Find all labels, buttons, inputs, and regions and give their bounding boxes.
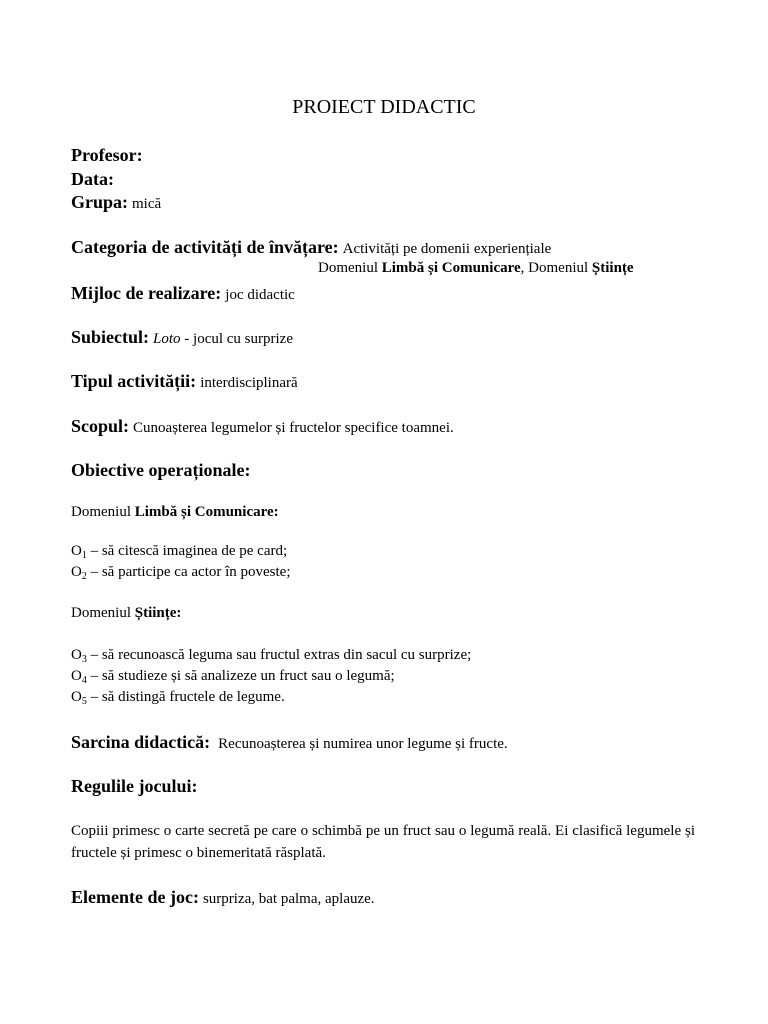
mijloc-value: joc didactic	[225, 287, 295, 303]
objective-letter: O	[71, 564, 82, 580]
categoria-domain-sep: , Domeniul	[520, 260, 592, 276]
grupa-line	[71, 193, 161, 212]
objective-index: 3	[81, 654, 87, 665]
regulile-heading: Regulile jocului:	[71, 776, 198, 796]
domain2-heading	[71, 606, 181, 621]
categoria-line	[71, 238, 551, 257]
objective-index: 5	[81, 696, 87, 707]
grupa-value: mică	[132, 196, 162, 212]
sarcina-value: Recunoașterea și numirea unor legume și fructe.	[218, 736, 508, 752]
categoria-domain-limba: Limbă și Comunicare	[381, 260, 521, 276]
categoria-domains-line	[318, 261, 634, 276]
domain2-prefix: Domeniul	[71, 605, 135, 621]
tipul-label: Tipul activității:	[71, 371, 197, 391]
categoria-label: Categoria de activități de învățare:	[71, 237, 339, 257]
objective-o2	[71, 565, 291, 580]
tipul-line	[71, 372, 298, 391]
scopul-value: Cunoașterea legumelor și fructelor specifice toamnei.	[133, 420, 454, 436]
objective-o1	[71, 544, 287, 559]
profesor-label: Profesor:	[71, 145, 143, 165]
scopul-label: Scopul:	[71, 416, 130, 436]
scopul-line	[71, 417, 454, 436]
elemente-label: Elemente de joc:	[71, 887, 199, 907]
subiectul-value-italic: Loto	[153, 331, 181, 347]
document-title: PROIECT DIDACTIC	[292, 96, 476, 118]
objective-letter: O	[71, 543, 82, 559]
objective-text: – să recunoască leguma sau fructul extras din sacul cu surprize;	[86, 647, 472, 663]
objective-letter: O	[71, 647, 82, 663]
objective-letter: O	[71, 689, 82, 705]
objective-index: 2	[81, 571, 87, 582]
objective-text: – să studieze și să analizeze un fruct sau o legumă;	[86, 668, 395, 684]
objective-index: 1	[81, 550, 87, 561]
tipul-value: interdisciplinară	[200, 375, 298, 391]
sarcina-line	[71, 733, 508, 752]
objective-text: – să distingă fructele de legume.	[86, 689, 285, 705]
grupa-label: Grupa:	[71, 192, 129, 212]
regulile-paragraph: Copiii primesc o carte secretă pe care o schimbă pe un fruct sau o legumă reală. Ei clasifică legumele și fructele și primesc o binemeritată răsplată.	[71, 823, 695, 861]
objective-letter: O	[71, 668, 82, 684]
mijloc-label: Mijloc de realizare:	[71, 283, 222, 303]
subiectul-line	[71, 328, 293, 347]
objective-o3	[71, 648, 471, 663]
subiectul-value-rest: - jocul cu surprize	[180, 331, 293, 347]
domain2-name: Științe:	[134, 605, 182, 621]
subiectul-label: Subiectul:	[71, 327, 150, 347]
objective-index: 4	[81, 675, 87, 686]
domain1-heading	[71, 505, 279, 520]
categoria-domain-stiinte: Științe	[591, 260, 634, 276]
domain1-prefix: Domeniul	[71, 504, 135, 520]
elemente-line	[71, 888, 375, 907]
obiective-heading: Obiective operaționale:	[71, 460, 251, 480]
domain1-name: Limbă și Comunicare:	[134, 504, 279, 520]
elemente-value: surpriza, bat palma, aplauze.	[202, 891, 375, 907]
objective-text: – să citescă imaginea de pe card;	[86, 543, 288, 559]
objective-text: – să participe ca actor în poveste;	[86, 564, 291, 580]
categoria-value: Activități pe domenii experiențiale	[342, 241, 552, 257]
categoria-domain-prefix: Domeniul	[318, 260, 382, 276]
sarcina-label: Sarcina didactică:	[71, 732, 211, 752]
objective-o4	[71, 669, 395, 684]
data-label: Data:	[71, 169, 114, 189]
mijloc-line	[71, 284, 295, 303]
objective-o5	[71, 690, 285, 705]
